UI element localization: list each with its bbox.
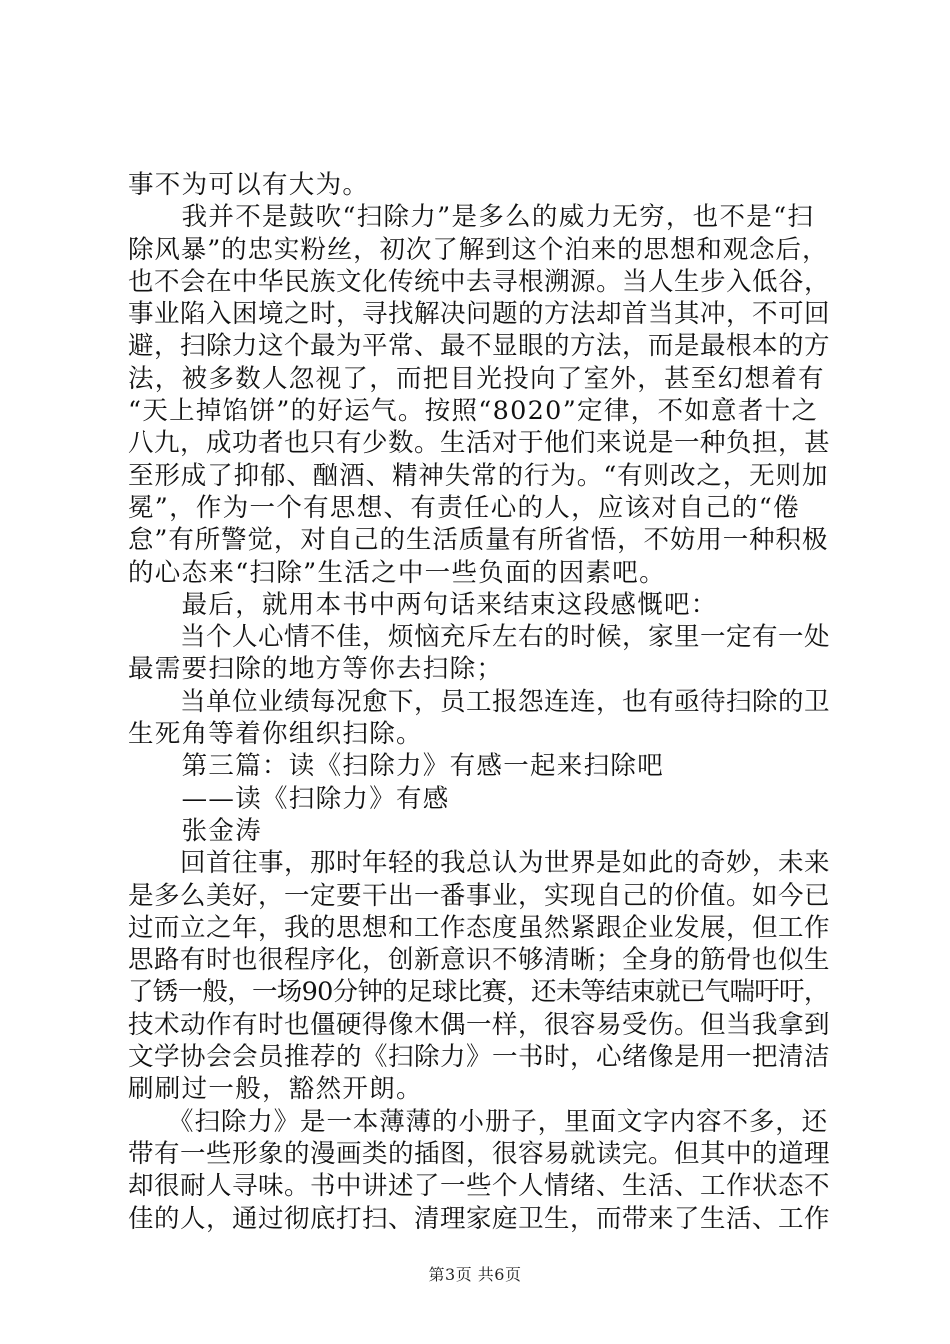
text-line: 文学协会会员推荐的《扫除力》一书时，心绪像是用一把清洁 <box>128 1042 831 1073</box>
text-line: 的心态来“扫除”生活之中一些负面的因素吧。 <box>128 557 666 588</box>
text-line: 当单位业绩每况愈下，员工报怨连连，也有亟待扫除的卫 <box>128 686 831 717</box>
text-line: 生死角等着你组织扫除。 <box>128 719 423 750</box>
document-body <box>128 169 832 1235</box>
text-line: 带有一些形象的漫画类的插图，很容易就读完。但其中的道理 <box>128 1138 831 1169</box>
text-line: 刷刷过一般，豁然开朗。 <box>128 1074 423 1105</box>
text-line: ——读《扫除力》有感 <box>128 783 450 814</box>
text-line: 却很耐人寻味。书中讲述了一些个人情绪、生活、工作状态不 <box>128 1171 831 1202</box>
text-line: 法，被多数人忽视了，而把目光投向了室外，甚至幻想着有 <box>128 363 825 394</box>
text-line: 是多么美好，一定要干出一番事业，实现自己的价值。如今已 <box>128 880 831 911</box>
text-line: 《扫除力》是一本薄薄的小册子，里面文字内容不多，还 <box>128 1106 829 1137</box>
text-line: 我并不是鼓吹“扫除力”是多么的威力无穷，也不是“扫 <box>128 202 815 233</box>
text-line: 技术动作有时也僵硬得像木偶一样，很容易受伤。但当我拿到 <box>128 1009 831 1040</box>
text-line: 佳的人，通过彻底打扫、清理家庭卫生，而带来了生活、工作 <box>128 1203 831 1234</box>
text-line: 最需要扫除的地方等你去扫除； <box>128 654 504 685</box>
text-line: 怠”有所警觉，对自己的生活质量有所省悟，不妨用一种积极 <box>128 525 829 556</box>
text-line: 八九，成功者也只有少数。生活对于他们来说是一种负担，甚 <box>128 428 831 459</box>
text-line: 事业陷入困境之时，寻找解决问题的方法却首当其冲，不可回 <box>128 299 831 330</box>
text-line: 过而立之年，我的思想和工作态度虽然紧跟企业发展，但工作 <box>128 912 831 943</box>
text-line: 第三篇：读《扫除力》有感一起来扫除吧 <box>128 751 665 782</box>
text-line: 至形成了抑郁、酗酒、精神失常的行为。“有则改之，无则加 <box>128 460 829 491</box>
text-line: 也不会在中华民族文化传统中去寻根溯源。当人生步入低谷， <box>128 266 831 297</box>
text-line: “天上掉馅饼”的好运气。按照“8020”定律，不如意者十之 <box>128 396 819 427</box>
text-line: 事不为可以有大为。 <box>128 170 370 200</box>
text-line: 了锈一般，一场90分钟的足球比赛，还未等结束就已气喘吁吁， <box>128 977 829 1008</box>
text-line: 回首往事，那时年轻的我总认为世界是如此的奇妙，未来 <box>128 848 831 879</box>
text-line: 避，扫除力这个最为平常、最不显眼的方法，而是最根本的方 <box>128 331 831 362</box>
text-line: 思路有时也很程序化，创新意识不够清晰；全身的筋骨也似生 <box>128 945 831 976</box>
text-line: 除风暴”的忠实粉丝，初次了解到这个泊来的思想和观念后， <box>128 234 829 265</box>
text-line: 张金涛 <box>128 815 263 846</box>
text-line: 最后，就用本书中两句话来结束这段感慨吧： <box>128 589 718 620</box>
text-line: 冕”，作为一个有思想、有责任心的人，应该对自己的“倦 <box>128 492 800 523</box>
page-footer: 第3页 共6页 <box>428 1265 522 1284</box>
text-line: 当个人心情不佳，烦恼充斥左右的时候，家里一定有一处 <box>128 622 831 653</box>
